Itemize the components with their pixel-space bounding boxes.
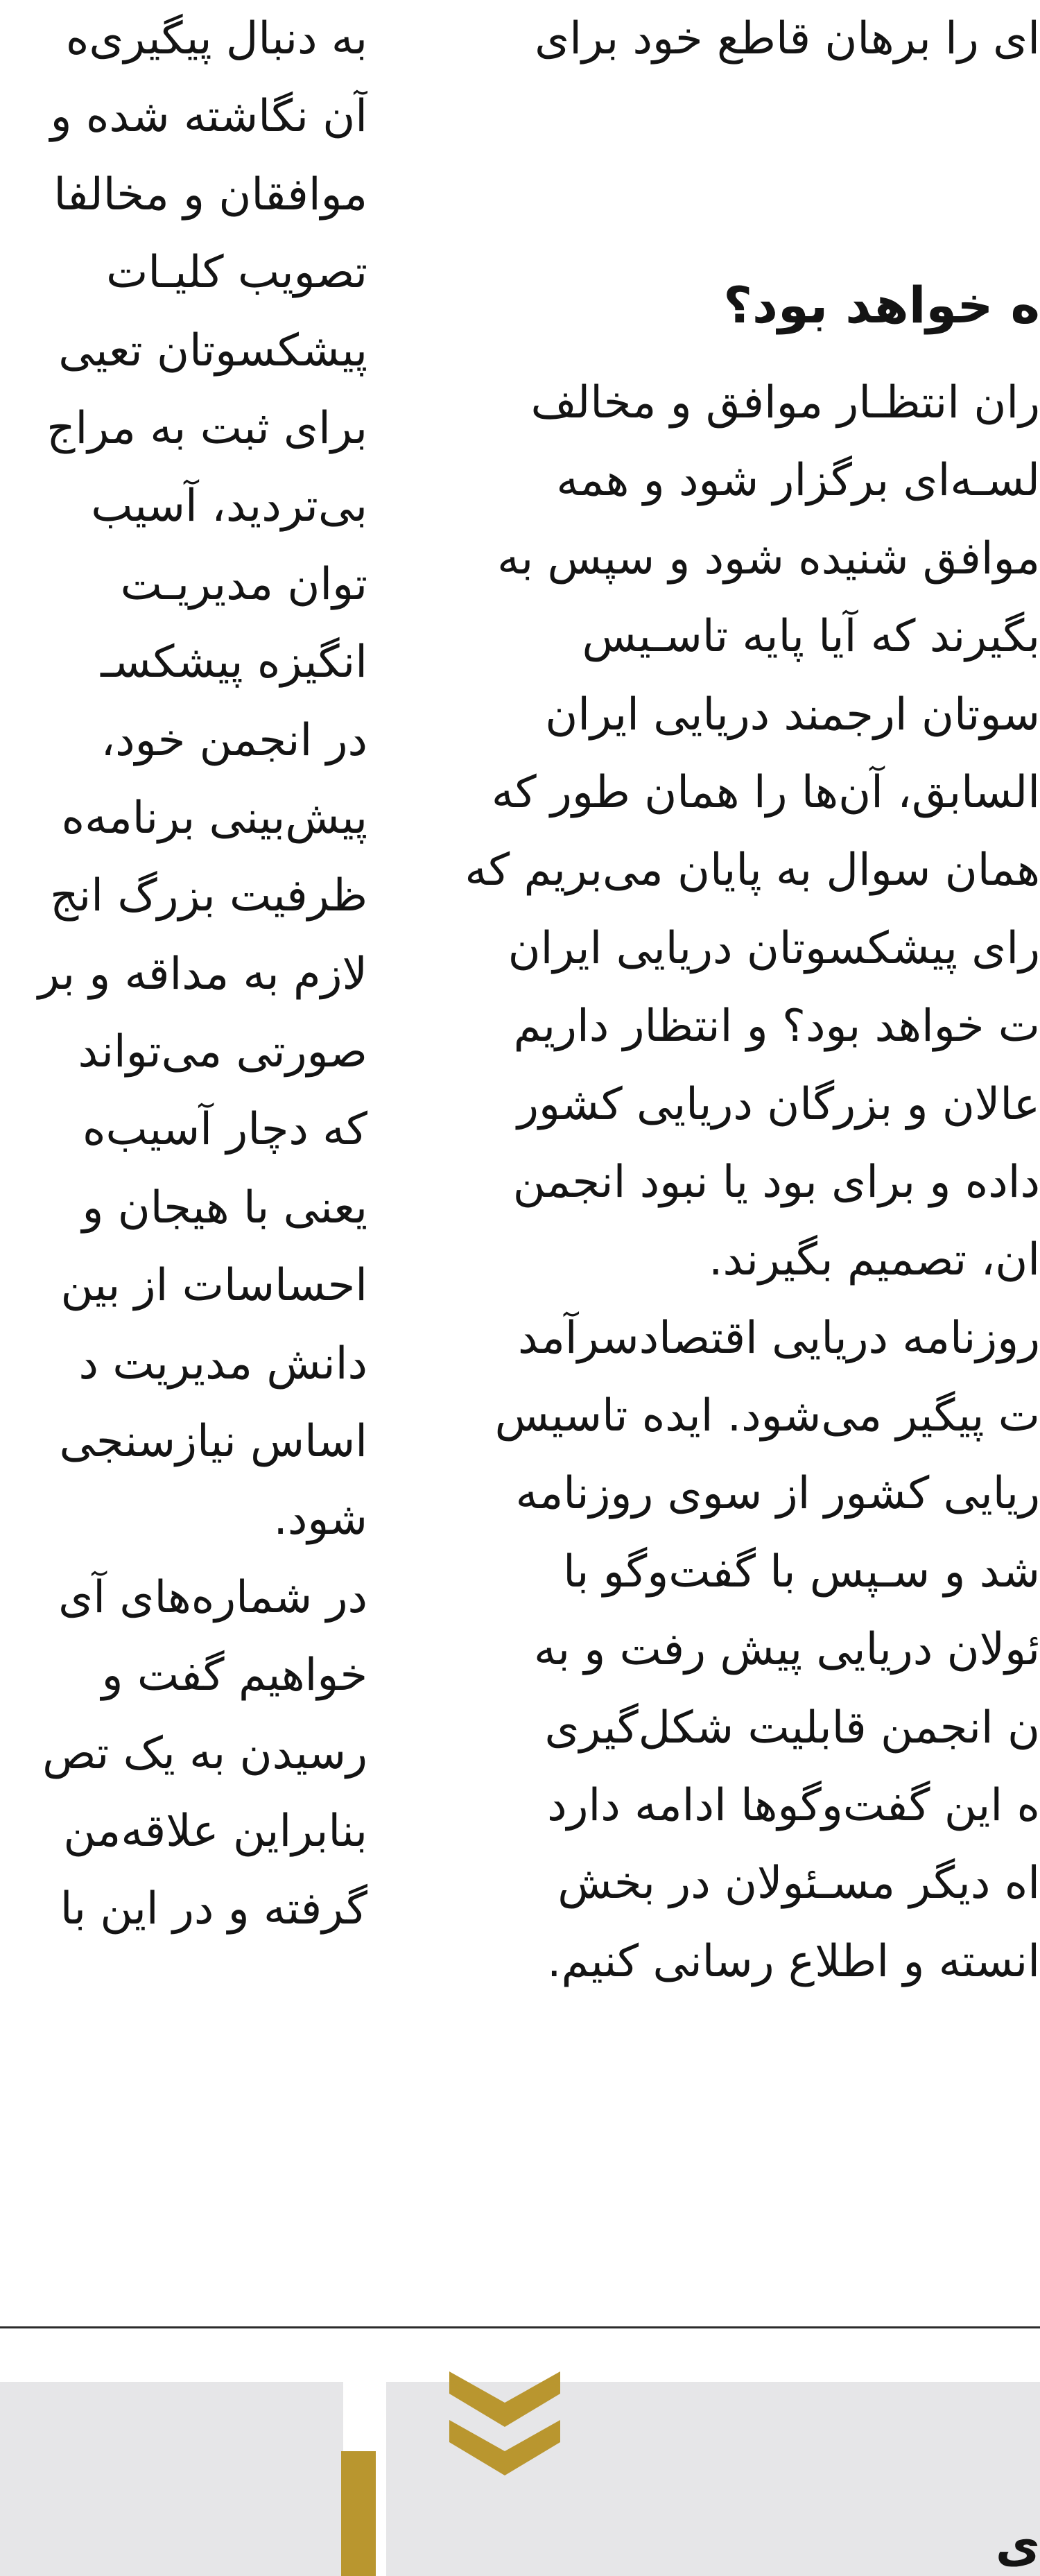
text-line: انگیزه پیشکسـ: [101, 637, 367, 689]
text-line: احساسات از بین: [60, 1260, 367, 1312]
text-line: سوتان ارجمند دریایی ایران: [545, 689, 1040, 741]
accent-bar: [341, 2451, 376, 2576]
text-line: آن نگاشته شده و: [50, 91, 367, 143]
text-line: دانش مدیریت د: [78, 1338, 367, 1390]
text-line: [437, 78, 1040, 155]
text-line: بگیرند که آیا پایه تاسـیس: [582, 611, 1040, 663]
footer-title-fragment: ی: [995, 2516, 1040, 2573]
text-line: به دنبال پیگیری‌ه: [65, 13, 367, 64]
text-line: صورتی می‌تواند: [78, 1026, 367, 1078]
text-line: ران انتظـار موافق و مخالف: [530, 377, 1040, 429]
text-line: ه این گفت‌وگوها ادامه دارد: [547, 1780, 1040, 1832]
text-line: که دچار آسیب‌ه: [82, 1104, 367, 1156]
text-line: اه دیگر مسـئولان در بخش: [557, 1858, 1040, 1910]
text-line: ئولان دریایی پیش رفت و به: [533, 1624, 1040, 1676]
section-heading: ه خواهد بود؟: [723, 276, 1040, 334]
text-line: روزنامه دریایی اقتصادسرآمد: [518, 1312, 1040, 1364]
double-chevron-down-icon: [449, 2371, 560, 2479]
text-line: موافقان و مخالفا: [53, 168, 367, 221]
text-line: داده و برای بود یا نبود انجمن: [512, 1156, 1040, 1208]
text-line: ن انجمن قابلیت شکل‌گیری: [544, 1702, 1040, 1754]
text-line: رسیدن به یک تص: [42, 1727, 367, 1779]
text-line: یعنی با هیجان و: [82, 1182, 367, 1234]
text-line: در انجمن خود،: [101, 714, 367, 766]
left-text-column: [0, 0, 367, 1948]
text-line: انسته و اطلاع رسانی کنیم.: [547, 1935, 1040, 1987]
right-text-column: [437, 364, 1040, 2000]
text-line: ریایی کشور از سوی روزنامه: [515, 1468, 1040, 1520]
text-line: گرفته و در این با: [60, 1883, 367, 1935]
text-line: ظرفیت بزرگ انج: [50, 870, 367, 922]
text-line: اساس نیازسنجی: [59, 1416, 367, 1468]
text-line: رای پیشکسوتان دریایی ایران: [508, 922, 1040, 974]
text-line: موافق شنیده شود و سپس به: [497, 533, 1040, 585]
footer-panel-left: [0, 2382, 343, 2576]
text-line: ت پیگیر می‌شود. ایده تاسیس: [494, 1390, 1040, 1442]
text-line: پیش‌بینی برنامه‌ه: [61, 792, 367, 844]
text-line: ت خواهد بود؟ و انتظار داریم: [513, 1001, 1040, 1053]
text-line: شد و سـپس با گفت‌وگو با: [563, 1546, 1040, 1598]
footer-divider: [0, 2326, 1040, 2328]
text-line: تصویب کلیـات: [106, 247, 367, 299]
text-line: خواهیم گفت و: [101, 1650, 367, 1702]
text-line: برای ثبت به مراج: [46, 402, 367, 454]
text-line: لسـه‌ای برگزار شود و همه: [556, 455, 1040, 507]
text-line: ای را برهان قاطع خود برای: [535, 13, 1040, 64]
text-line: عالان و بزرگان دریایی کشور: [517, 1078, 1040, 1130]
text-line: بنابراین علاقه‌من: [63, 1805, 367, 1857]
right-text-column-top: [437, 0, 1040, 156]
text-line: شود.: [273, 1494, 367, 1546]
text-line: توان مدیریـت: [120, 558, 367, 610]
text-line: السابق، آن‌ها را همان طور که: [491, 766, 1040, 818]
text-line: همان سوال به پایان می‌بریم که: [465, 845, 1040, 897]
text-line: لازم به مداقه و بر: [37, 948, 367, 1000]
text-line: در شماره‌های آی: [58, 1571, 367, 1623]
text-line: ان، تصمیم بگیرند.: [709, 1234, 1040, 1286]
text-line: پیشکسوتان تعیی: [58, 325, 367, 377]
text-line: بی‌تردید، آسیب: [91, 481, 367, 533]
